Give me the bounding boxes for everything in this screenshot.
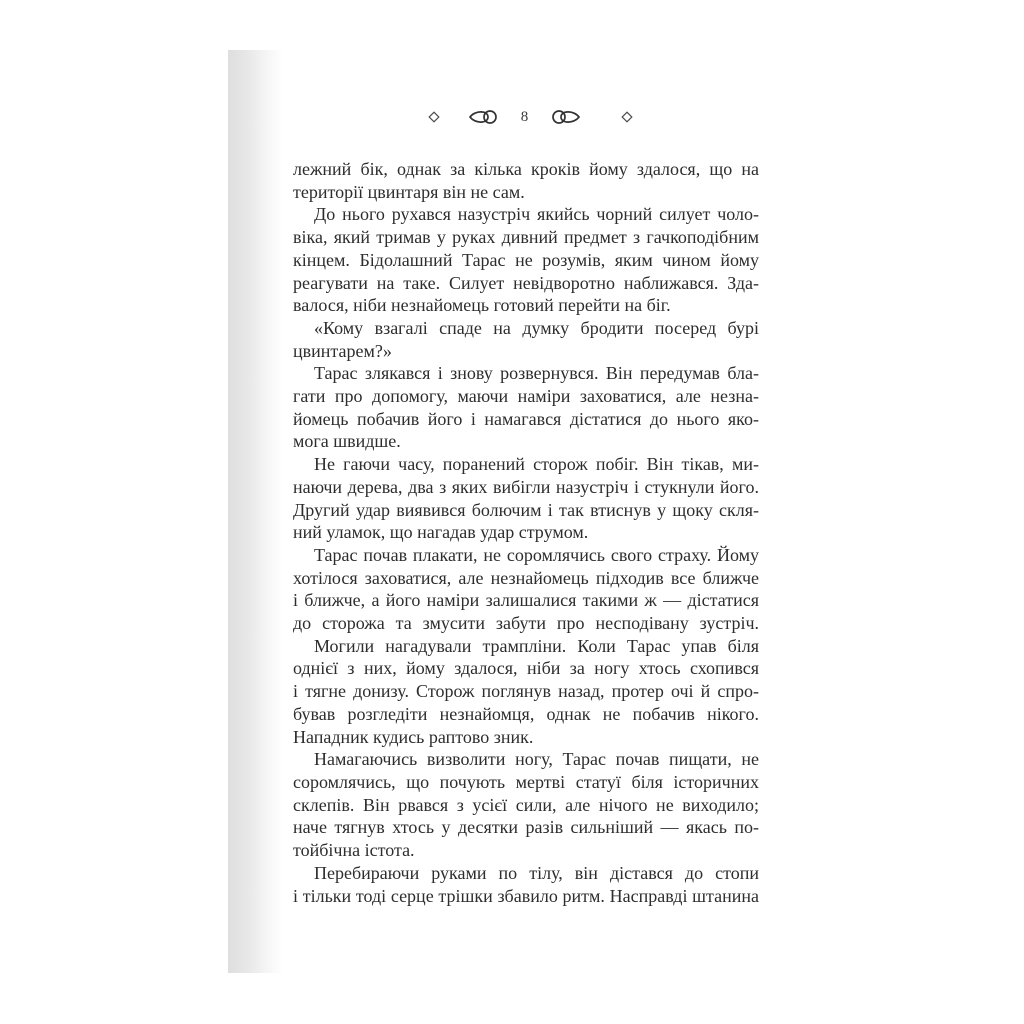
text-line: До нього рухався назустріч якийсь чорний силует чоло- [314, 204, 759, 225]
text-line: кінцем. Бідолашний Тарас не розумів, яким чином йому [293, 249, 759, 270]
ornament-right-chain-link-icon [552, 105, 717, 129]
text-line: до сторожа та змусити забути про несподівану зустріч. [293, 613, 759, 634]
text-line: території цвинтаря він не сам. [293, 181, 525, 202]
text-line: ний уламок, що нагадав удар струмом. [293, 522, 589, 543]
text-line: і тільки тоді серце трішки збавило ритм. Насправді штанина [293, 885, 759, 906]
text-line: соромлячись, що почують мертві статуї біля історичних [293, 771, 759, 792]
text-line: лежний бік, однак за кілька кроків йому здалося, що на [293, 159, 759, 179]
text-line: цвинтарем?» [293, 340, 392, 361]
text-line: і ближче, а його наміри залишалися такими ж — дістатися [293, 590, 759, 611]
text-line: Перебираючи руками по тілу, він дістався до стопи [314, 862, 759, 883]
page-edge-shadow [228, 50, 283, 973]
text-line: однієї з них, йому здалося, ніби за ногу хтось схопився [293, 658, 759, 679]
text-line: «Кому взагалі спаде на думку бродити посеред бурі [314, 317, 759, 338]
text-line: Не гаючи часу, поранений сторож побіг. Він тікав, ми- [314, 454, 759, 475]
text-line: наче тягнув хтось у десятки разів сильніший — якась по- [293, 817, 759, 838]
text-line: склепів. Він рвався з усієї сили, але нічого не виходило; [293, 794, 759, 815]
text-line: і тягне донизу. Сторож поглянув назад, протер очі й спро- [293, 681, 759, 702]
text-line: реагувати на таке. Силует невідворотно наближався. Зда- [293, 272, 759, 293]
text-line: бував розгледіти незнайомця, однак не побачив нікого. [293, 703, 759, 724]
text-block [293, 158, 759, 907]
text-line: Тарас почав плакати, не соромлячись свого страху. Йому [314, 544, 759, 565]
text-line: мога швидше. [293, 431, 401, 452]
text-line: валося, ніби незнайомець готовий перейти на біг. [293, 295, 671, 316]
text-line: йомець побачив його і намагався дістатися до нього яко- [293, 408, 759, 429]
text-line: Намагаючись визволити ногу, Тарас почав пищати, не [314, 749, 759, 770]
ornament-left-chain-link-icon [347, 105, 497, 129]
text-line: Могили нагадували трампліни. Коли Тарас упав біля [314, 635, 759, 656]
page-number: 8 [520, 109, 529, 125]
text-line: Нападник кудись раптово зник. [293, 726, 534, 747]
text-line: гати про допомогу, маючи наміри заховатися, але незна- [293, 386, 759, 407]
text-line: віка, який тримав у руках дивний предмет з гачкоподібним [293, 227, 759, 248]
text-line: наючи дерева, два з яких вибігли назустріч і стукнули його. [293, 476, 759, 497]
text-line: хотілося заховатися, але незнайомець підходив все ближче [293, 567, 759, 588]
text-line: Другий удар виявився болючим і так втиснув у щоку скля- [293, 499, 759, 520]
text-line: тойбічна істота. [293, 840, 415, 861]
text-line: Тарас злякався і знову розвернувся. Він передумав бла- [314, 363, 759, 384]
header-ornament [347, 105, 717, 129]
